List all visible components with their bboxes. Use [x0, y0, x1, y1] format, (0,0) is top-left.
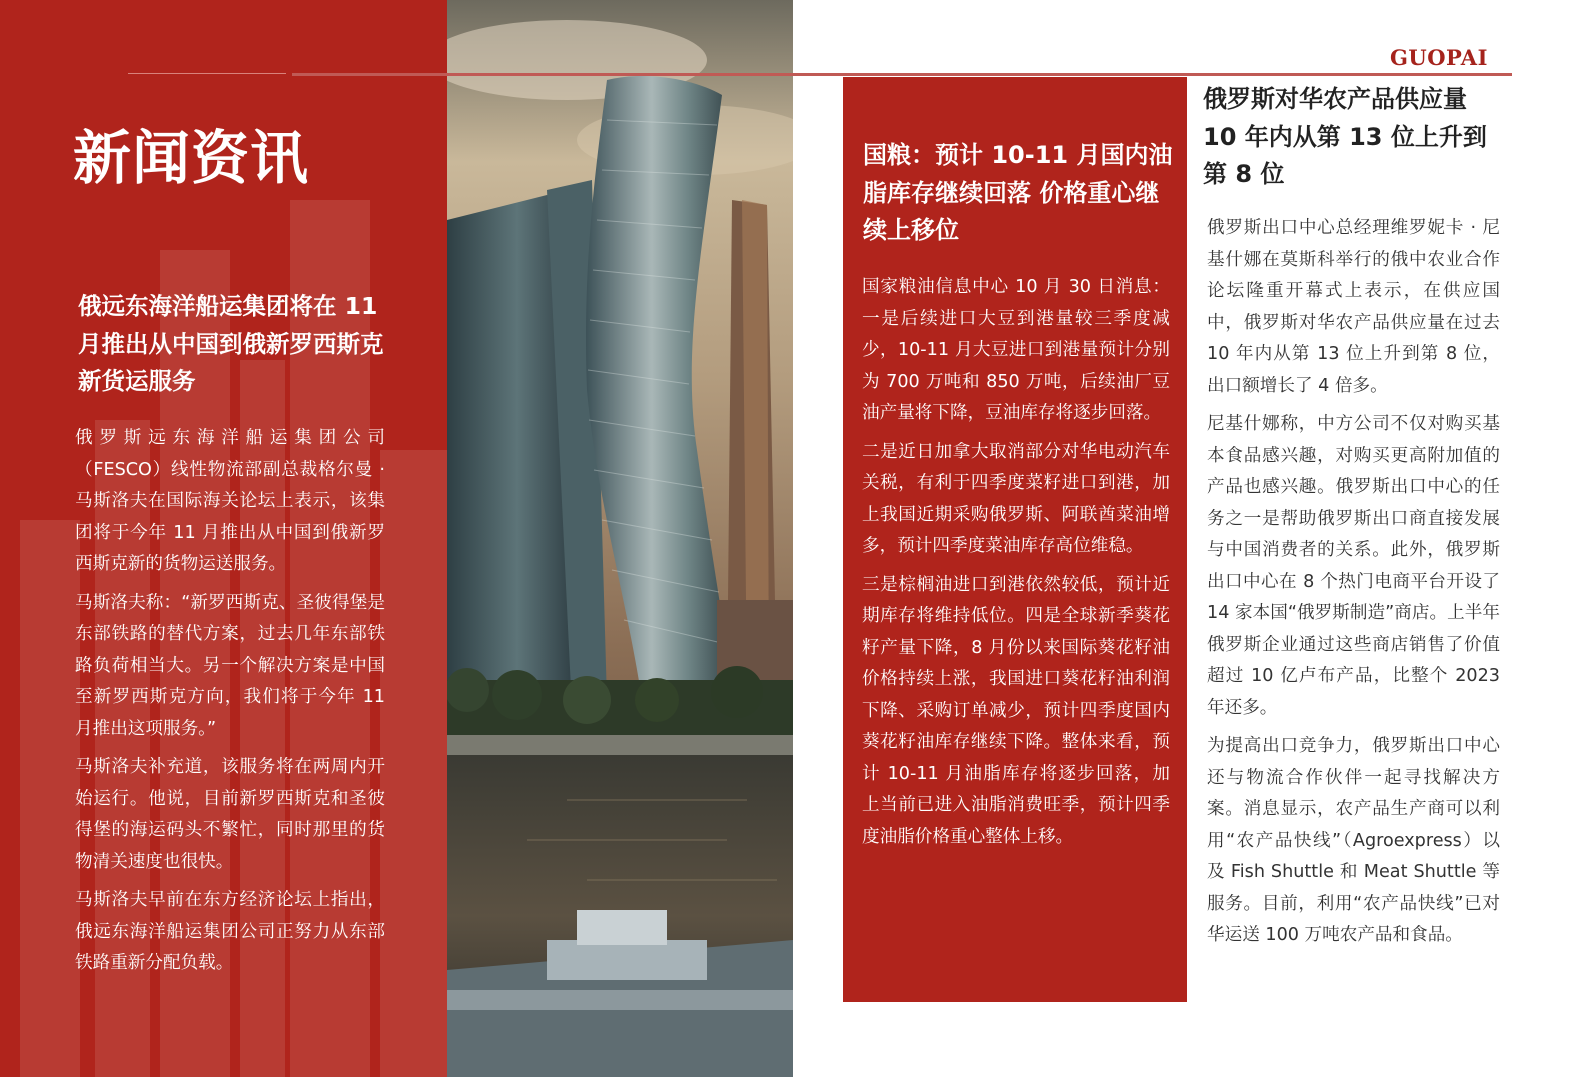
city-skyscraper-photo	[447, 0, 793, 1077]
middle-article-heading: 国粮：预计 10-11 月国内油脂库存继续回落 价格重心继续上移位	[863, 141, 1173, 244]
middle-article-paragraph: 二是近日加拿大取消部分对华电动汽车关税，有利于四季度菜籽进口到港，加上我国近期采购俄罗斯、阿联酋菜油增多，预计四季度菜油库存高位维稳。	[862, 441, 1170, 556]
left-article-paragraph: 俄罗斯远东海洋船运集团公司（FESCO）线性物流部副总裁格尔曼 · 马斯洛夫在国际海关论坛上表示，该集团将于今年 11 月推出从中国到俄新罗西斯克新的货物运送服务。	[75, 428, 385, 574]
middle-article-body	[862, 272, 1170, 860]
right-article-paragraph: 尼基什娜称，中方公司不仅对购买基本食品感兴趣，对购买更高附加值的产品也感兴趣。俄罗斯出口中心的任务之一是帮助俄罗斯出口商直接发展与中国消费者的关系。此外，俄罗斯出口中心在 8 个热门电商平台开设了 14 家本国“俄罗斯制造”商店。上半年俄罗斯企业通过这些商店销售了价值超过 10 亿卢布产品，比整个 2023 年还多。	[1207, 414, 1500, 718]
left-article-heading: 俄远东海洋船运集团将在 11 月推出从中国到俄新罗西斯克新货运服务	[78, 292, 384, 395]
left-article-body	[75, 423, 385, 987]
header-rule	[292, 73, 1512, 76]
right-article-paragraph: 为提高出口竞争力，俄罗斯出口中心还与物流合作伙伴一起寻找解决方案。消息显示，农产品生产商可以利用“农产品快线”（Agroexpress）以及 Fish Shuttle 和 Meat Shuttle 等服务。目前，利用“农产品快线”已对华运送 100 万吨农产品和食品。	[1207, 736, 1500, 945]
right-article-heading: 俄罗斯对华农产品供应量 10 年内从第 13 位上升到第 8 位	[1203, 85, 1487, 188]
middle-article-paragraph: 国家粮油信息中心 10 月 30 日消息：一是后续进口大豆到港量较三季度减少，10-11 月大豆进口到港量预计分别为 700 万吨和 850 万吨，后续油厂豆油产量将下降，豆油库存将逐步回落。	[862, 277, 1170, 423]
page-title: 新闻资讯	[73, 124, 310, 192]
left-article-paragraph: 马斯洛夫称：“新罗西斯克、圣彼得堡是东部铁路的替代方案，过去几年东部铁路负荷相当大。另一个解决方案是中国至新罗西斯克方向，我们将于今年 11 月推出这项服务。”	[75, 592, 385, 739]
middle-article-paragraph: 三是棕榈油进口到港依然较低，预计近期库存将维持低位。四是全球新季葵花籽产量下降，8 月份以来国际葵花籽油价格持续上涨，我国进口葵花籽油利润下降、采购订单减少，预计四季度国内葵花籽油库存继续下降。整体来看，预计 10-11 月油脂库存将逐步回落，加上当前已进入油脂消费旺季，预计四季度油脂价格重心整体上移。	[862, 574, 1170, 847]
left-article-paragraph: 马斯洛夫补充道，该服务将在两周内开始运行。他说，目前新罗西斯克和圣彼得堡的海运码头不繁忙，同时那里的货物清关速度也很快。	[75, 757, 385, 872]
right-article-body	[1207, 213, 1500, 959]
brand-logo: GUOPAI	[1390, 45, 1488, 70]
right-article-paragraph: 俄罗斯出口中心总经理维罗妮卡 · 尼基什娜在莫斯科举行的俄中农业合作论坛隆重开幕式上表示，在供应国中，俄罗斯对华农产品供应量在过去 10 年内从第 13 位上升到第 8 位，出口额增长了 4 倍多。	[1207, 218, 1500, 396]
left-article-paragraph: 马斯洛夫早前在东方经济论坛上指出，俄远东海洋船运集团公司正努力从东部铁路重新分配负载。	[75, 890, 385, 973]
left-header-rule	[128, 73, 286, 74]
